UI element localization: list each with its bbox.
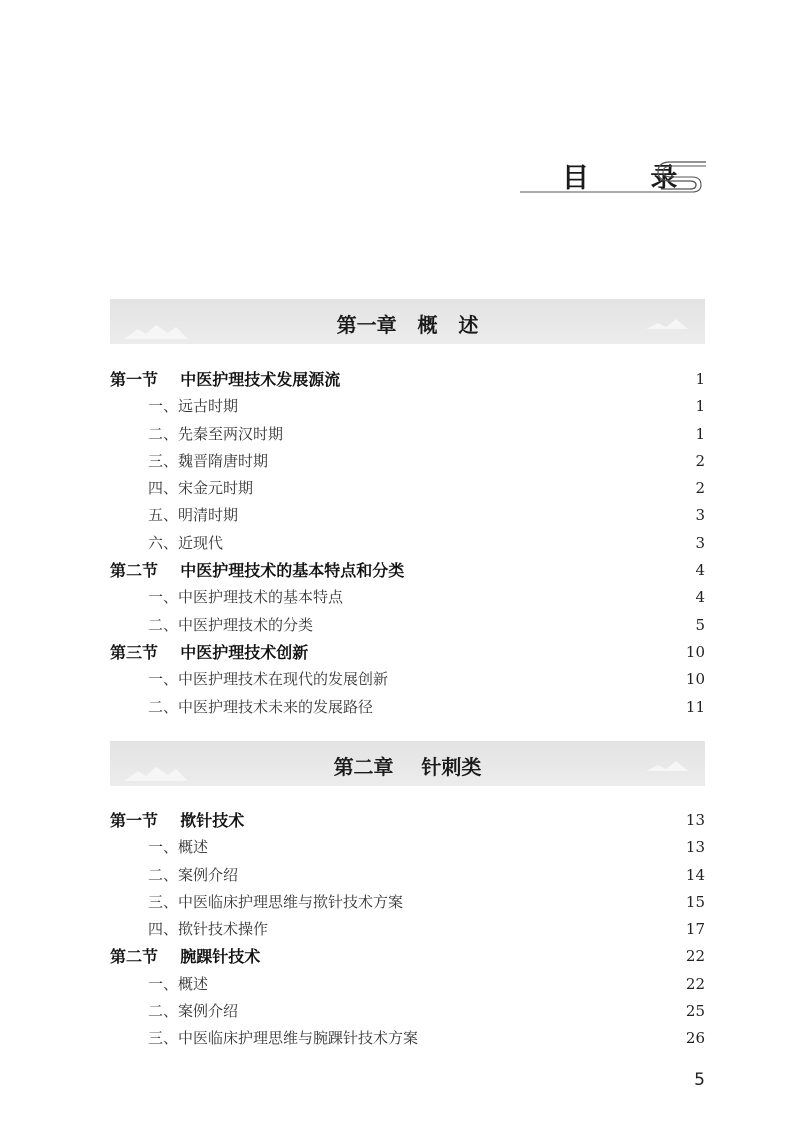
toc-page: 22 — [685, 974, 705, 993]
chapter-2-title: 第二章 针刺类 — [333, 755, 482, 779]
toc-page: 3 — [695, 533, 705, 552]
toc-label: 六、近现代 — [148, 533, 224, 552]
page-number: 5 — [694, 1070, 705, 1090]
toc-row[interactable] — [110, 393, 705, 420]
toc-page: 17 — [685, 920, 705, 939]
toc-row[interactable] — [110, 584, 705, 611]
toc-page: 1 — [695, 397, 705, 416]
toc-page: 11 — [685, 697, 705, 716]
chapter-1-title: 第一章 概 述 — [336, 313, 479, 337]
toc-page: 13 — [685, 838, 705, 857]
toc-row[interactable] — [110, 889, 705, 916]
toc-row[interactable] — [110, 421, 705, 448]
toc-label: 五、明清时期 — [148, 506, 239, 525]
toc-label: 第一节 中医护理技术发展源流 — [110, 370, 341, 389]
toc-label: 四、揿针技术操作 — [148, 920, 269, 939]
toc-label: 二、案例介绍 — [148, 865, 239, 884]
toc-page: 1 — [695, 424, 705, 443]
toc-page: 4 — [695, 588, 705, 607]
toc-page: 14 — [685, 865, 705, 884]
toc-row[interactable] — [110, 639, 705, 666]
toc-page: 4 — [695, 561, 705, 580]
toc-row[interactable] — [110, 916, 705, 943]
toc-page: 2 — [695, 479, 705, 498]
chapter-1-banner — [110, 299, 705, 344]
toc-label: 一、远古时期 — [148, 397, 239, 416]
toc-label: 一、中医护理技术在现代的发展创新 — [148, 670, 389, 689]
toc-page: 26 — [685, 1029, 705, 1048]
toc-row[interactable] — [110, 557, 705, 584]
swirl-ornament-icon — [520, 148, 710, 198]
toc-label: 一、概述 — [148, 838, 209, 857]
toc-row[interactable] — [110, 998, 705, 1025]
toc-row[interactable] — [110, 971, 705, 998]
toc-title-text: 目 录 — [562, 163, 704, 194]
toc-row[interactable] — [110, 862, 705, 889]
toc-page: 15 — [685, 892, 705, 911]
toc-row[interactable] — [110, 448, 705, 475]
toc-label: 一、概述 — [148, 974, 209, 993]
toc-page: 22 — [685, 947, 705, 966]
toc-row[interactable] — [110, 530, 705, 557]
toc-row[interactable] — [110, 807, 705, 834]
toc-row[interactable] — [110, 366, 705, 393]
toc-label: 三、中医临床护理思维与揿针技术方案 — [148, 892, 404, 911]
toc-row[interactable] — [110, 475, 705, 502]
toc-page: 13 — [685, 811, 705, 829]
toc-row[interactable] — [110, 943, 705, 970]
toc-label: 二、先秦至两汉时期 — [148, 424, 284, 443]
toc-row[interactable] — [110, 1025, 705, 1052]
toc-page: 25 — [685, 1002, 705, 1021]
toc-page: 3 — [695, 506, 705, 525]
toc-label: 第二节 中医护理技术的基本特点和分类 — [110, 561, 405, 581]
toc-heading — [520, 148, 710, 198]
toc-page: 10 — [685, 642, 705, 661]
toc-label: 二、中医护理技术的分类 — [148, 615, 314, 634]
toc-page: 10 — [685, 670, 705, 689]
toc-row[interactable] — [110, 694, 705, 721]
toc-label: 一、中医护理技术的基本特点 — [148, 588, 344, 607]
toc-page: 1 — [695, 370, 705, 388]
toc-label: 四、宋金元时期 — [148, 479, 254, 498]
toc-row[interactable] — [110, 612, 705, 639]
toc-label: 三、中医临床护理思维与腕踝针技术方案 — [148, 1029, 419, 1048]
toc-row[interactable] — [110, 666, 705, 693]
toc-label: 第一节 揿针技术 — [110, 811, 245, 830]
toc-label: 二、中医护理技术未来的发展路径 — [148, 697, 374, 716]
toc-page: 5 — [695, 615, 705, 634]
toc-label: 第三节 中医护理技术创新 — [110, 642, 309, 662]
toc-page: 2 — [695, 451, 705, 470]
toc-row[interactable] — [110, 502, 705, 529]
chapter-2-banner — [110, 741, 705, 786]
toc-label: 二、案例介绍 — [148, 1002, 239, 1021]
toc-label: 三、魏晋隋唐时期 — [148, 451, 269, 470]
toc-label: 第二节 腕踝针技术 — [110, 947, 261, 967]
chapter-2-toc-list — [110, 807, 705, 1053]
chapter-1-toc-list — [110, 366, 705, 721]
toc-row[interactable] — [110, 834, 705, 861]
